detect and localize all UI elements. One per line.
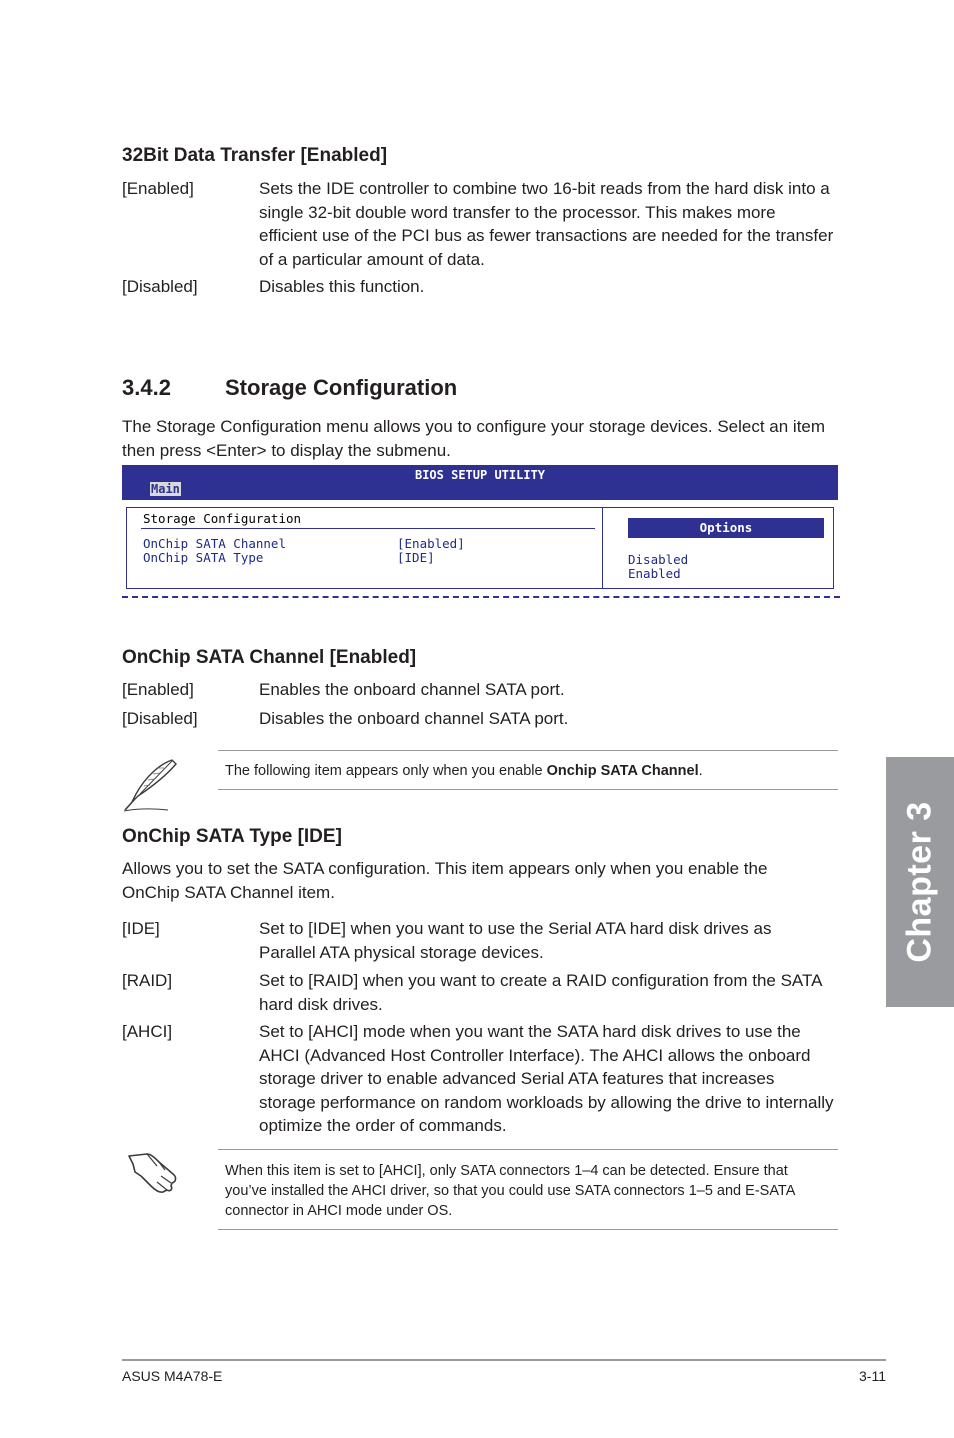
- bios-row-sata-type-value[interactable]: [IDE]: [397, 550, 435, 565]
- section-intro: The Storage Configuration menu allows you to configure your storage devices. Select an item then press <Enter> to display the submenu.: [122, 417, 826, 460]
- desc-channel-disabled: Disables the onboard channel SATA port.: [259, 709, 569, 728]
- bios-title-bar: [122, 465, 838, 500]
- bios-title: BIOS SETUP UTILITY: [414, 468, 546, 482]
- chapter-tab-label: Chapter 3: [900, 801, 939, 963]
- option-disabled[interactable]: Disabled: [628, 552, 689, 567]
- footer-model: ASUS M4A78-E: [122, 1368, 223, 1384]
- note2-text: When this item is set to [AHCI], only SATA connectors 1–4 can be detected. Ensure that you’ve installed the AHCI driver, so that you could use SATA connectors 1–5 and E-SATA connector in AHCI mode under OS.: [225, 1163, 795, 1219]
- tab-main[interactable]: Main: [151, 482, 180, 496]
- bios-bottom-dashes: [122, 596, 840, 598]
- term-channel-enabled: [Enabled]: [122, 680, 194, 699]
- term-enabled: [Enabled]: [122, 179, 194, 198]
- term-raid: [RAID]: [122, 971, 173, 990]
- bios-screen: [122, 465, 838, 605]
- feather-pen-icon: [120, 756, 180, 814]
- term-ide: [IDE]: [122, 919, 160, 938]
- term-channel-disabled: [Disabled]: [122, 709, 198, 728]
- heading-sata-type: OnChip SATA Type [IDE]: [122, 826, 342, 847]
- desc-raid: Set to [RAID] when you want to create a RAID configuration from the SATA hard disk drives.: [259, 971, 822, 1014]
- panel-divider: [602, 508, 603, 588]
- heading-32bit-data-transfer: 32Bit Data Transfer [Enabled]: [122, 145, 388, 166]
- note1-top-rule: [218, 750, 838, 751]
- note1-bottom-rule: [218, 789, 838, 790]
- note2-bottom-rule: [218, 1229, 838, 1230]
- note2-top-rule: [218, 1149, 838, 1150]
- panel-title-rule: [141, 528, 595, 529]
- bios-row-sata-channel-label[interactable]: OnChip SATA Channel: [143, 536, 286, 551]
- options-header: Options: [628, 518, 824, 538]
- term-disabled: [Disabled]: [122, 277, 198, 296]
- bios-row-sata-type-label[interactable]: OnChip SATA Type: [143, 550, 264, 565]
- note1-text: The following item appears only when you enable Onchip SATA Channel.: [225, 763, 703, 779]
- section-title: Storage Configuration: [225, 375, 458, 400]
- sata-type-intro: Allows you to set the SATA configuration. This item appears only when you enable the OnChip SATA Channel item.: [122, 859, 768, 902]
- desc-disabled: Disables this function.: [259, 277, 425, 296]
- heading-sata-channel: OnChip SATA Channel [Enabled]: [122, 647, 417, 668]
- option-enabled[interactable]: Enabled: [628, 566, 681, 581]
- bios-panel: [126, 507, 834, 589]
- desc-channel-enabled: Enables the onboard channel SATA port.: [259, 680, 565, 699]
- chapter-tab: [886, 757, 954, 1007]
- desc-ahci: Set to [AHCI] mode when you want the SATA hard disk drives to use the AHCI (Advanced Host Controller Interface). The AHCI allows the onboard storage driver to enable advanced Serial ATA features that increases storage performance on random workloads by allowing the drive to internally optimize the order of commands.: [259, 1022, 834, 1135]
- desc-enabled: Sets the IDE controller to combine two 16-bit reads from the hard disk into a single 32-bit double word transfer to the processor. This makes more efficient use of the PCI bus as fewer transactions are needed for the transfer of a particular amount of data.: [259, 179, 834, 269]
- term-ahci: [AHCI]: [122, 1022, 173, 1041]
- footer-rule: [122, 1359, 886, 1361]
- footer-page-number: 3-11: [859, 1368, 886, 1384]
- bios-row-sata-channel-value[interactable]: [Enabled]: [397, 536, 465, 551]
- desc-ide: Set to [IDE] when you want to use the Serial ATA hard disk drives as Parallel ATA physical storage devices.: [259, 919, 772, 962]
- panel-title: Storage Configuration: [143, 511, 302, 526]
- section-number: 3.4.2: [122, 375, 171, 400]
- pointing-hand-icon: [125, 1150, 181, 1194]
